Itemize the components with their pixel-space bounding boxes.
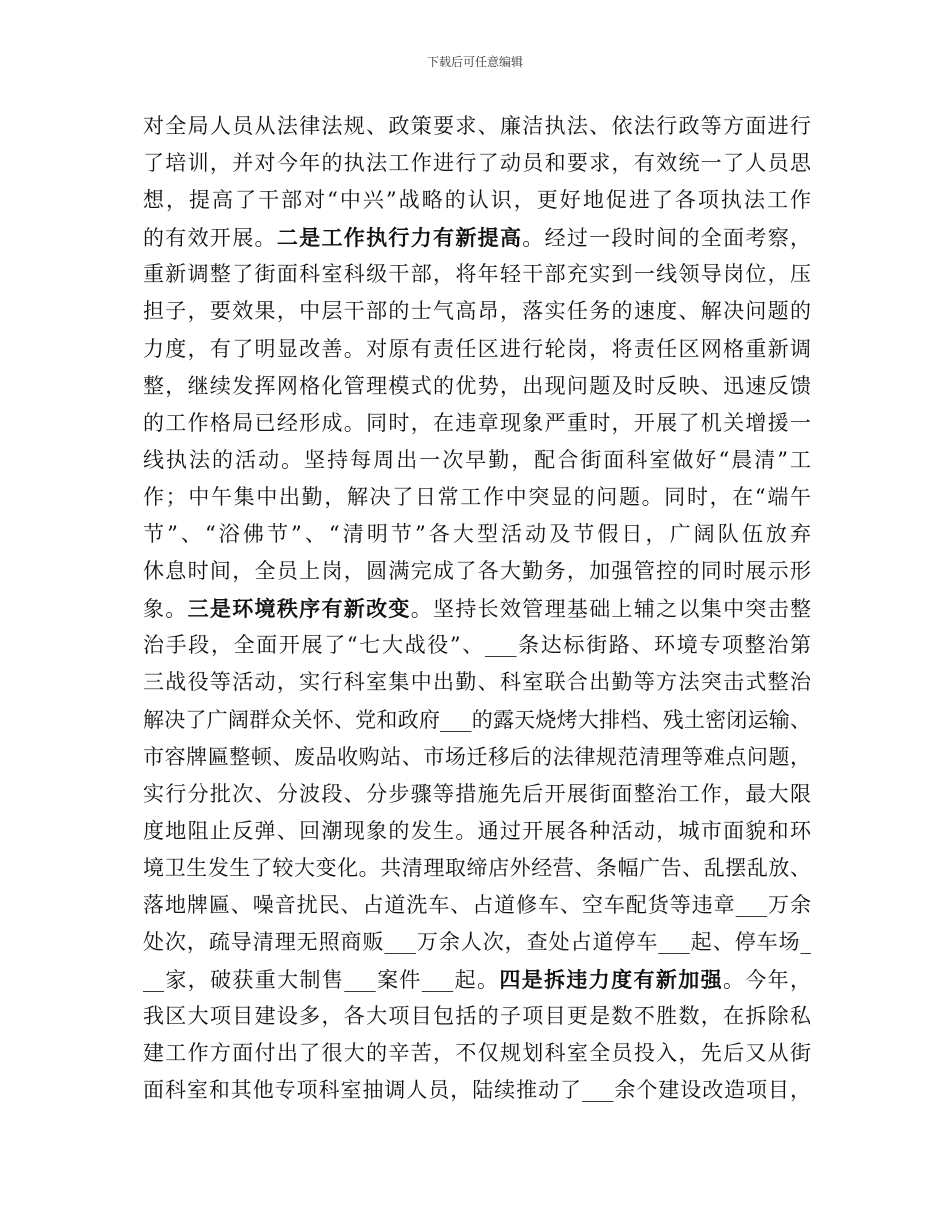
- body-text-segment: 市容牌匾整顿、废品收购站、市场迁移后的法律规范清理等难点问题，: [143, 744, 811, 769]
- text-line: [143, 108, 811, 145]
- text-line: [143, 702, 811, 739]
- body-text-segment: 整，继续发挥网格化管理模式的优势，出现问题及时反映、迅速反馈: [143, 373, 811, 398]
- text-line: [143, 219, 811, 256]
- text-line: [143, 1035, 811, 1072]
- body-text-segment: 休息时间，全员上岗，圆满完成了各大勤务，加强管控的同时展示形: [143, 559, 811, 584]
- body-text-segment: 节”、“浴佛节”、“清明节”各大型活动及节假日，广阔队伍放弃: [143, 522, 811, 547]
- body-text-segment: 了培训，并对今年的执法工作进行了动员和要求，有效统一了人员思: [143, 151, 811, 176]
- body-text-segment: 实行分批次、分波段、分步骤等措施先后开展街面整治工作，最大限: [143, 781, 811, 806]
- text-line: [143, 331, 811, 368]
- text-line: [143, 627, 811, 664]
- body-text-segment: 境卫生发生了较大变化。共清理取缔店外经营、条幅广告、乱摆乱放、: [143, 855, 811, 880]
- body-text-segment: 的工作格局已经形成。同时，在违章现象严重时，开展了机关增援一: [143, 410, 811, 435]
- text-line: [143, 256, 811, 293]
- text-line: [143, 590, 811, 627]
- body-text-segment: 作；中午集中出勤，解决了日常工作中突显的问题。同时，在“端午: [143, 484, 811, 509]
- body-text-segment: __家，破获重大制售___案件___起。: [143, 968, 500, 993]
- text-line: [143, 776, 811, 813]
- text-line: [143, 516, 811, 553]
- body-text-segment: 建工作方面付出了很大的辛苦，不仅规划科室全员投入，先后又从街: [143, 1041, 811, 1066]
- text-line: [143, 1072, 811, 1109]
- body-text-segment: 担子，要效果，中层干部的士气高昂，落实任务的速度、解决问题的: [143, 299, 811, 324]
- text-line: [143, 368, 811, 405]
- text-line: [143, 442, 811, 479]
- bold-heading-text: 三是环境秩序有新改变: [187, 596, 411, 622]
- text-line: [143, 145, 811, 182]
- text-line: [143, 293, 811, 330]
- body-text-segment: 落地牌匾、噪音扰民、占道洗车、占道修车、空车配货等违章___万余: [143, 892, 811, 917]
- body-text-segment: 重新调整了街面科室科级干部，将年轻干部充实到一线领导岗位，压: [143, 262, 811, 287]
- page-header: 下载后可任意编辑: [426, 55, 523, 69]
- body-text-segment: 面科室和其他专项科室抽调人员，陆续推动了___余个建设改造项目，: [143, 1078, 811, 1103]
- text-line: [143, 998, 811, 1035]
- text-line: [143, 405, 811, 442]
- body-text-segment: 处次，疏导清理无照商贩___万余人次，查处占道停车___起、停车场_: [143, 930, 811, 955]
- body-text-segment: 治手段，全面开展了“七大战役”、___条达标街路、环境专项整治第: [143, 633, 811, 658]
- body-text-segment: 力度，有了明显改善。对原有责任区进行轮岗，将责任区网格重新调: [143, 336, 811, 361]
- body-text-segment: 象。: [143, 597, 188, 622]
- text-line: [143, 182, 811, 219]
- body-text-segment: 三战役等活动，实行科室集中出勤、科室联合出勤等方法突击式整治: [143, 670, 811, 695]
- body-text-segment: 。坚持长效管理基础上辅之以集中突击整: [410, 597, 812, 622]
- body-text-segment: 想，提高了干部对“中兴”战略的认识，更好地促进了各项执法工作: [143, 188, 811, 213]
- body-text-segment: 。经过一段时间的全面考察，: [522, 226, 812, 251]
- body-text-segment: 度地阻止反弹、回潮现象的发生。通过开展各种活动，城市面貌和环: [143, 818, 811, 843]
- text-line: [143, 813, 811, 850]
- body-text-segment: 的有效开展。: [143, 226, 277, 251]
- text-line: [143, 961, 811, 998]
- text-line: [143, 553, 811, 590]
- body-text-segment: 。今年，: [722, 968, 812, 993]
- document-body: [143, 108, 811, 1110]
- text-line: [143, 887, 811, 924]
- text-line: [143, 924, 811, 961]
- text-line: [143, 664, 811, 701]
- body-text-segment: 我区大项目建设多，各大项目包括的子项目更是数不胜数，在拆除私: [143, 1004, 811, 1029]
- body-text-segment: 对全局人员从法律法规、政策要求、廉洁执法、依法行政等方面进行: [143, 114, 811, 138]
- body-text-segment: 线执法的活动。坚持每周出一次早勤，配合街面科室做好“晨清”工: [143, 447, 811, 472]
- text-line: [143, 739, 811, 776]
- text-line: [143, 479, 811, 516]
- bold-heading-text: 四是拆违力度有新加强: [499, 967, 723, 993]
- body-text-segment: 解决了广阔群众关怀、党和政府___的露天烧烤大排档、残土密闭运输、: [143, 707, 811, 732]
- text-line: [143, 850, 811, 887]
- bold-heading-text: 二是工作执行力有新提高: [276, 225, 523, 251]
